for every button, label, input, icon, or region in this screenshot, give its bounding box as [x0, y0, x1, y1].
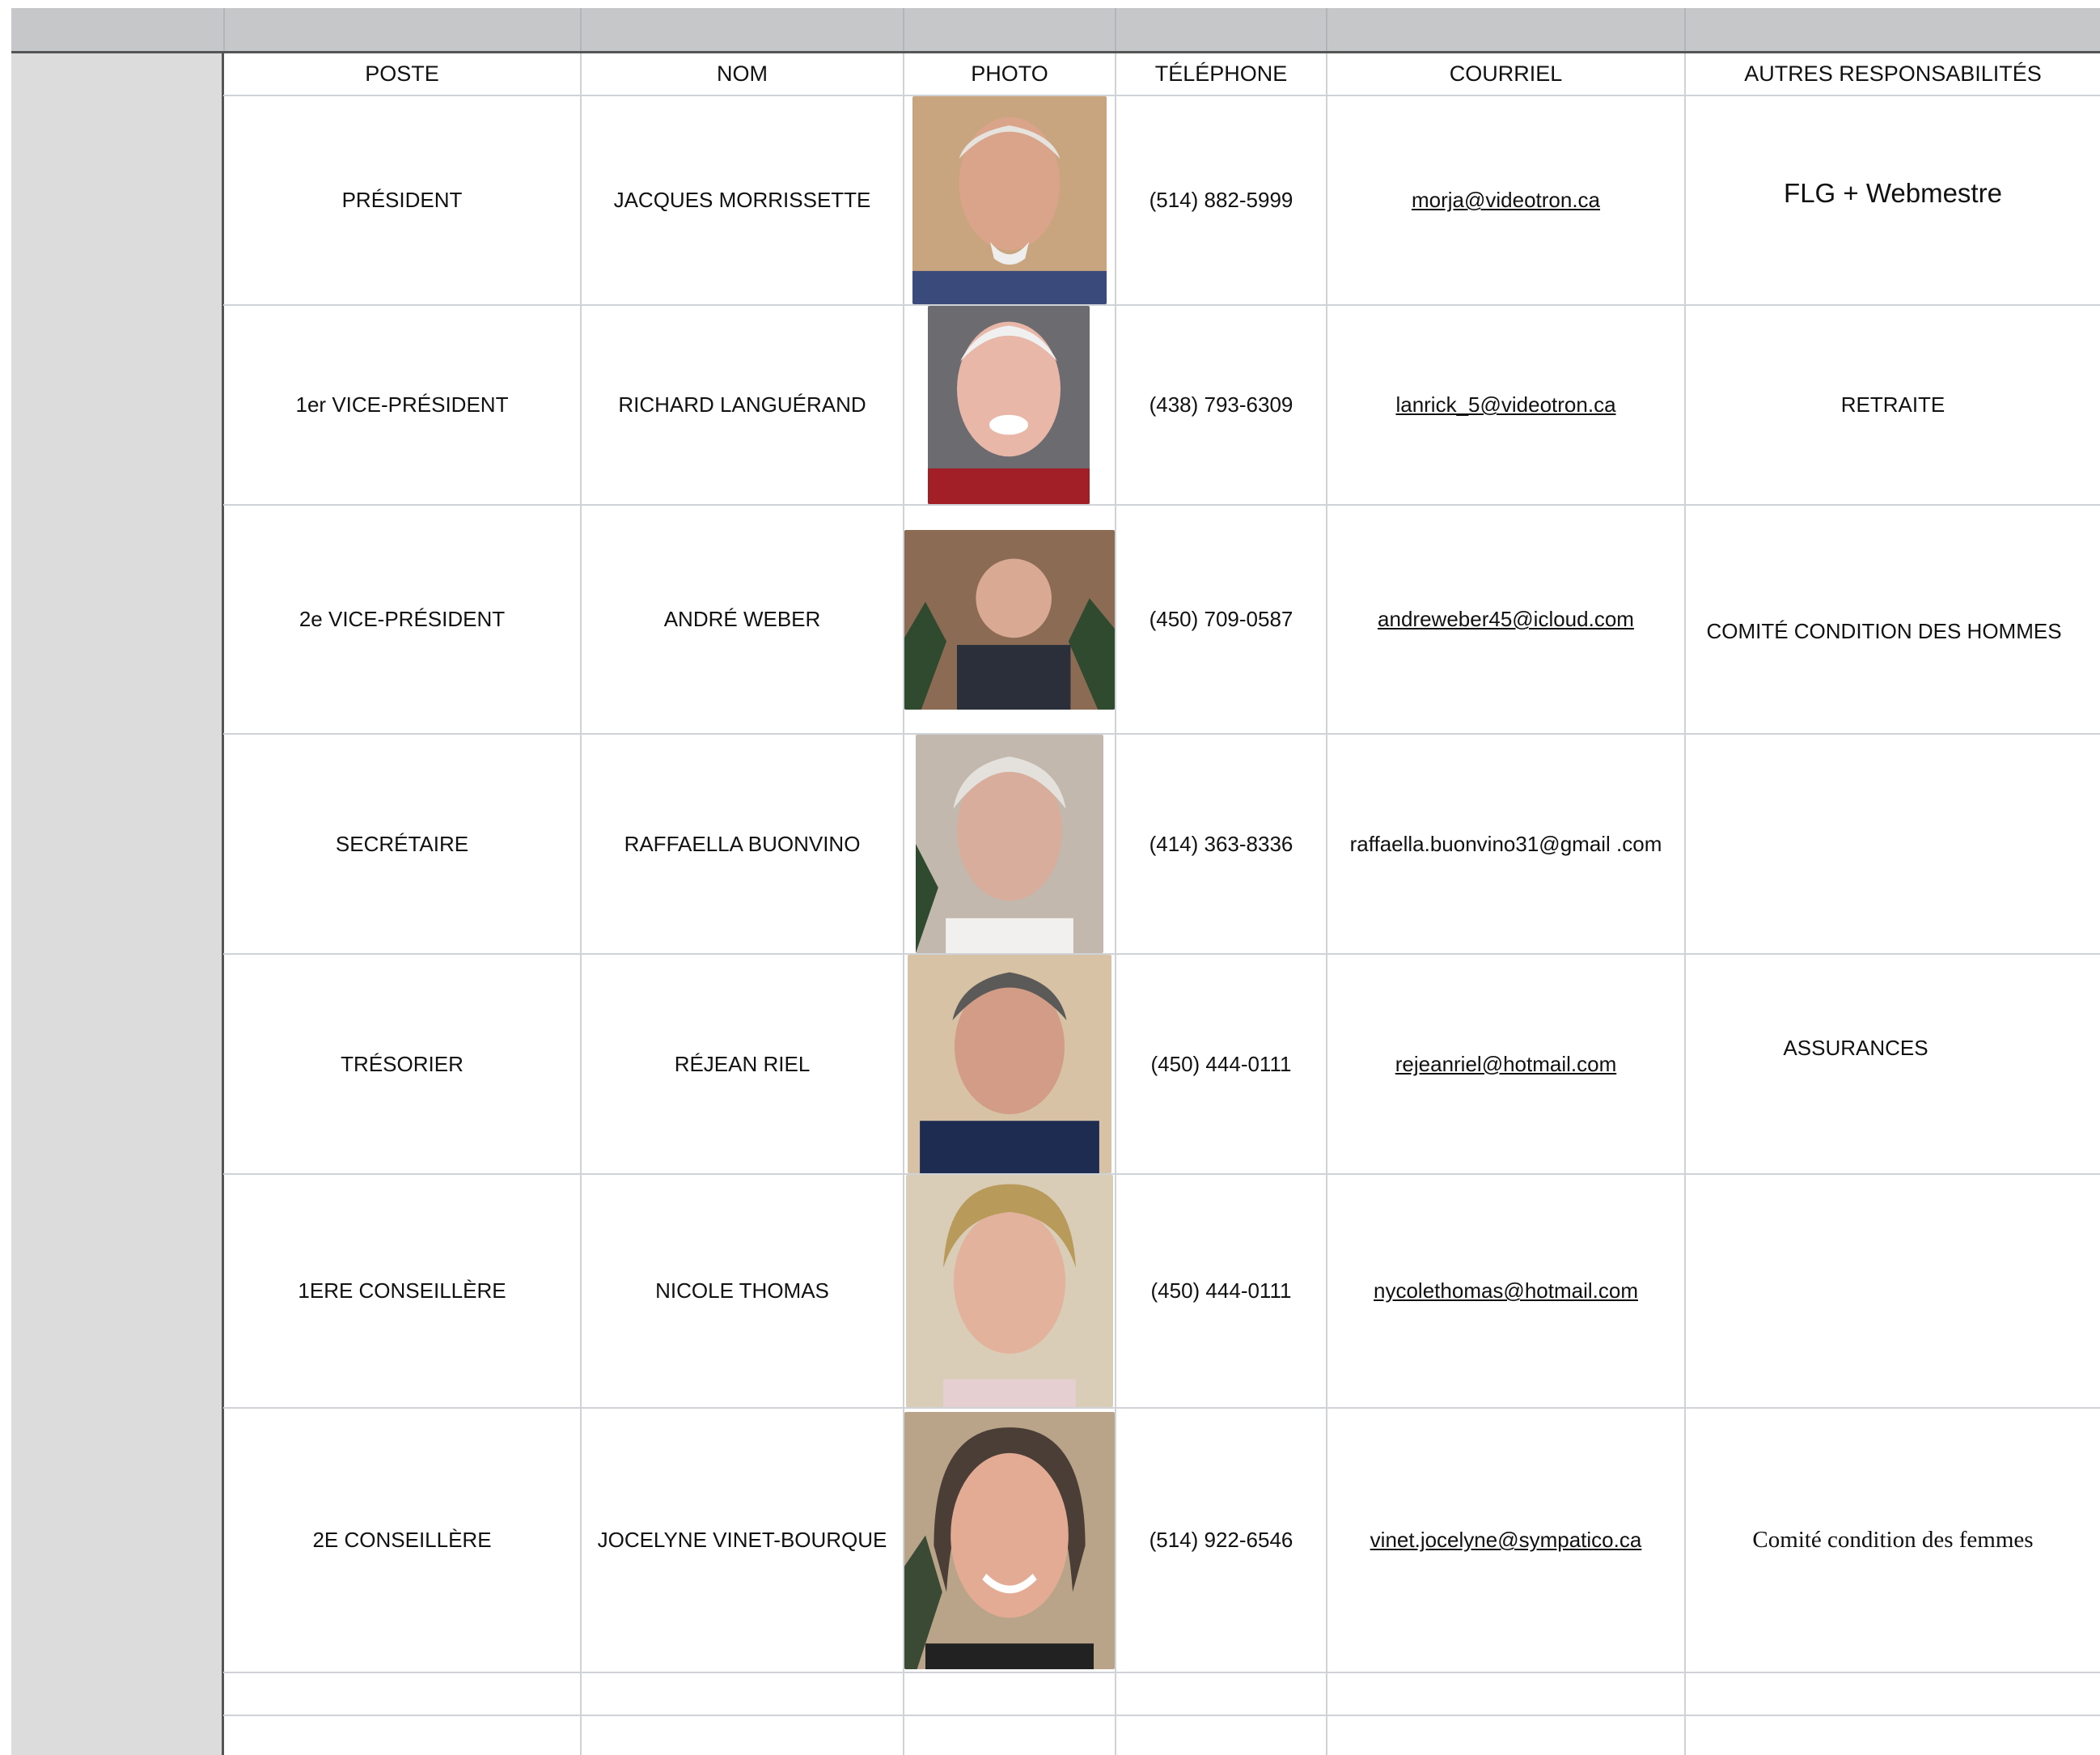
- cell-nom[interactable]: JOCELYNE VINET-BOURQUE: [597, 1528, 887, 1552]
- cell-nom[interactable]: JACQUES MORRISSETTE: [613, 188, 871, 212]
- header-telephone[interactable]: TÉLÉPHONE: [1154, 61, 1288, 86]
- cell-autres[interactable]: Comité condition des femmes: [1752, 1527, 2034, 1553]
- cell-telephone[interactable]: (514) 922-6546: [1149, 1528, 1293, 1552]
- cell-nom[interactable]: ANDRÉ WEBER: [663, 607, 821, 631]
- cell-telephone[interactable]: (450) 444-0111: [1150, 1051, 1292, 1076]
- cell-poste[interactable]: SECRÉTAIRE: [335, 831, 469, 856]
- column-header-band: [11, 8, 2100, 51]
- band-sep: [903, 8, 904, 51]
- band-sep: [580, 8, 582, 51]
- band-sep: [1326, 8, 1327, 51]
- header-nom[interactable]: NOM: [717, 61, 768, 86]
- portrait-photo[interactable]: [908, 955, 1111, 1173]
- row-header-column: [11, 51, 223, 1755]
- portrait-photo[interactable]: [904, 1412, 1115, 1669]
- cell-courriel[interactable]: raffaella.buonvino31@gmail .com: [1349, 831, 1662, 856]
- header-courriel[interactable]: COURRIEL: [1449, 61, 1563, 86]
- cell-autres[interactable]: RETRAITE: [1840, 392, 1945, 417]
- grid-line: [223, 1715, 2100, 1716]
- cell-courriel[interactable]: nycolethomas@hotmail.com: [1374, 1278, 1638, 1303]
- cell-autres[interactable]: [1686, 1175, 2100, 1407]
- header-photo[interactable]: PHOTO: [971, 61, 1048, 86]
- cell-autres[interactable]: COMITÉ CONDITION DES HOMMES: [1706, 618, 2062, 643]
- band-sep: [1684, 8, 1686, 51]
- cell-poste[interactable]: 1ERE CONSEILLÈRE: [298, 1278, 506, 1303]
- portrait-photo[interactable]: [906, 1175, 1113, 1407]
- cell-nom[interactable]: RÉJEAN RIEL: [674, 1051, 811, 1076]
- grid-line: [223, 1672, 2100, 1673]
- cell-poste[interactable]: 2e VICE-PRÉSIDENT: [298, 607, 506, 631]
- cell-nom[interactable]: RICHARD LANGUÉRAND: [618, 392, 866, 417]
- portrait-photo[interactable]: [912, 96, 1107, 304]
- cell-courriel[interactable]: andreweber45@icloud.com: [1378, 607, 1634, 631]
- portrait-photo[interactable]: [916, 735, 1103, 953]
- cell-telephone[interactable]: (414) 363-8336: [1149, 831, 1293, 856]
- band-sep: [223, 8, 225, 51]
- header-autres[interactable]: AUTRES RESPONSABILITÉS: [1744, 61, 2042, 86]
- portrait-photo[interactable]: [904, 530, 1115, 710]
- cell-telephone[interactable]: (514) 882-5999: [1149, 188, 1293, 212]
- cell-poste[interactable]: PRÉSIDENT: [341, 188, 463, 212]
- cell-courriel[interactable]: morja@videotron.ca: [1411, 188, 1601, 212]
- cell-nom[interactable]: RAFFAELLA BUONVINO: [624, 831, 861, 856]
- cell-courriel[interactable]: vinet.jocelyne@sympatico.ca: [1370, 1528, 1642, 1552]
- band-sep: [1115, 8, 1116, 51]
- cell-telephone[interactable]: (450) 709-0587: [1149, 607, 1293, 631]
- cell-nom[interactable]: NICOLE THOMAS: [655, 1278, 829, 1303]
- cell-poste[interactable]: TRÉSORIER: [341, 1051, 464, 1076]
- cell-telephone[interactable]: (450) 444-0111: [1150, 1278, 1292, 1303]
- cell-autres[interactable]: FLG + Webmestre: [1784, 178, 2002, 208]
- portrait-photo[interactable]: [928, 306, 1090, 504]
- cell-autres[interactable]: ASSURANCES: [1783, 1035, 1929, 1060]
- cell-poste[interactable]: 1er VICE-PRÉSIDENT: [295, 392, 509, 417]
- cell-courriel[interactable]: lanrick_5@videotron.ca: [1395, 392, 1616, 417]
- cell-autres[interactable]: [1686, 735, 2100, 953]
- cell-telephone[interactable]: (438) 793-6309: [1149, 392, 1293, 417]
- header-poste[interactable]: POSTE: [365, 61, 439, 86]
- cell-courriel[interactable]: rejeanriel@hotmail.com: [1395, 1051, 1617, 1076]
- cell-poste[interactable]: 2E CONSEILLÈRE: [312, 1528, 492, 1552]
